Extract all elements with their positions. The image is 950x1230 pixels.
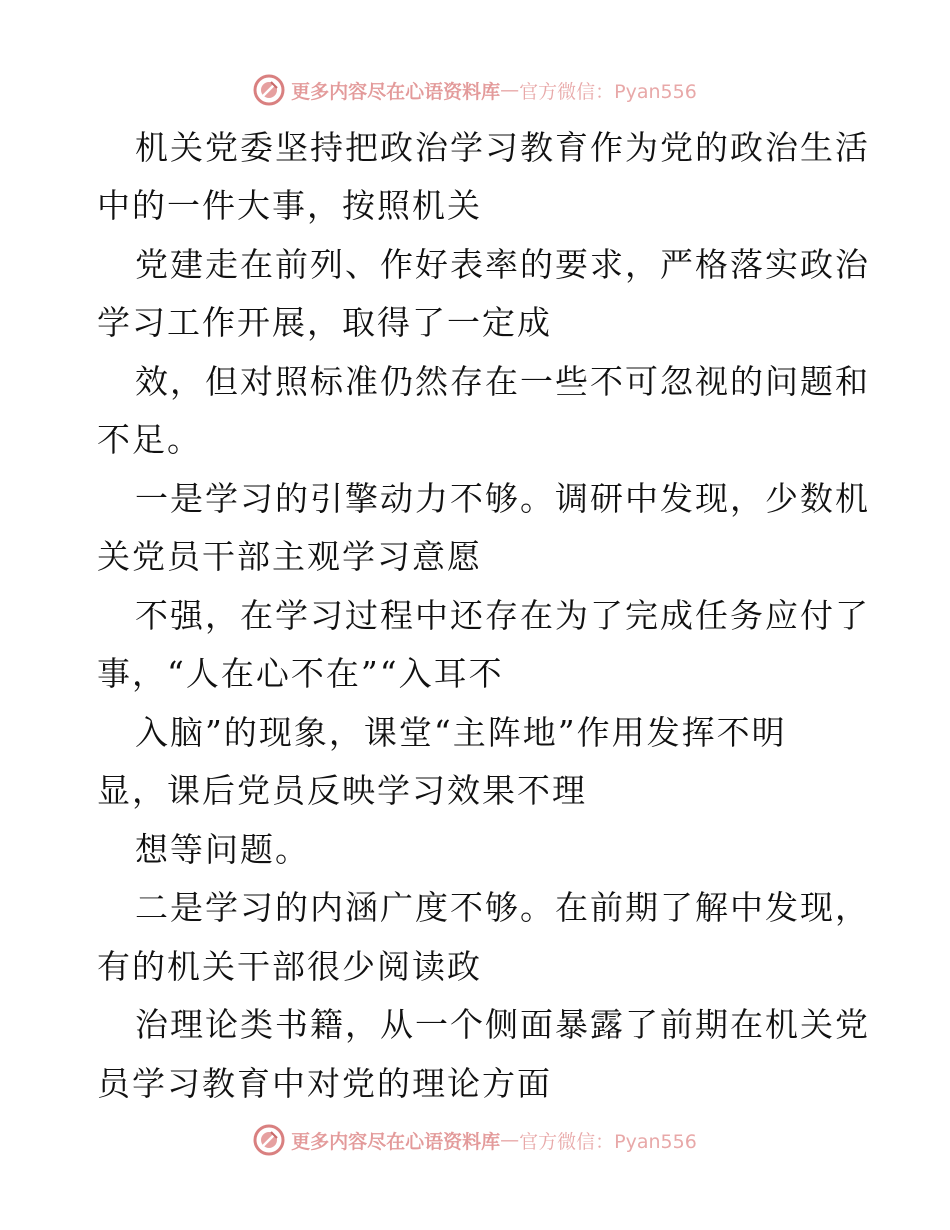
watermark-dash: — [500,79,520,101]
watermark-dash: — [500,1129,520,1151]
body-line: 治理论类书籍，从一个侧面暴露了前期在机关党 [135,1005,870,1044]
body-line: 不强，在学习过程中还存在为了完成任务应付了 [135,596,870,635]
body-line: 一是学习的引擎动力不够。调研中发现，少数机 [135,479,870,518]
watermark-wechat: 官方微信：Pyan556 [519,1130,697,1153]
body-line: 事，“人在心不在”“入耳不 [97,654,504,693]
body-line: 党建走在前列、作好表率的要求，严格落实政治 [135,245,870,284]
body-line: 显，课后党员反映学习效果不理 [97,771,587,810]
watermark-wechat: 官方微信：Pyan556 [519,80,697,103]
seal-logo-icon [253,74,285,106]
body-line: 入脑”的现象，课堂“主阵地”作用发挥不明 [135,713,787,752]
footer-watermark [0,1120,950,1160]
body-line: 关党员干部主观学习意愿 [97,537,482,576]
body-line: 有的机关干部很少阅读政 [97,947,482,986]
body-line: 效，但对照标准仍然存在一些不可忽视的问题和 [135,362,870,401]
body-line: 二是学习的内涵广度不够。在前期了解中发现， [135,888,870,927]
body-line: 员学习教育中对党的理论方面 [97,1064,552,1103]
body-line: 机关党委坚持把政治学习教育作为党的政治生活 [135,128,870,167]
body-line: 学习工作开展，取得了一定成 [97,303,552,342]
seal-logo-icon [253,1124,285,1156]
body-line: 想等问题。 [135,830,310,869]
watermark-title: 更多内容尽在心语资料库 [291,1130,501,1153]
watermark-title: 更多内容尽在心语资料库 [291,80,501,103]
body-line: 不足。 [97,420,202,459]
body-line: 中的一件大事，按照机关 [97,186,482,225]
header-watermark [0,70,950,110]
